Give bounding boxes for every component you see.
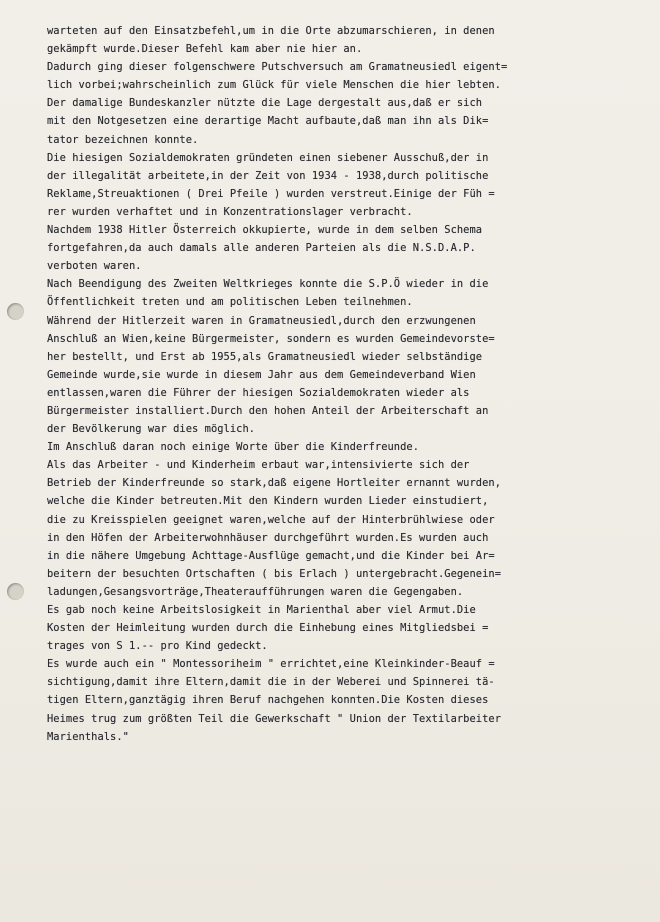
punch-hole-top [7, 303, 24, 320]
text-line: in den Höfen der Arbeiterwohnhäuser durchgeführt wurden.Es wurden auch [47, 531, 489, 544]
text-line: Nach Beendigung des Zweiten Weltkrieges konnte die S.P.Ö wieder in die [47, 278, 489, 291]
text-line: Nachdem 1938 Hitler Österreich okkupierte, wurde in dem selben Schema [47, 224, 483, 237]
text-line: fortgefahren,da auch damals alle anderen Parteien als die N.S.D.A.P. [47, 242, 476, 255]
text-line: Als das Arbeiter - und Kinderheim erbaut war,intensivierte sich der [47, 459, 470, 472]
text-line: gekämpft wurde.Dieser Befehl kam aber nie hier an. [47, 43, 363, 56]
text-line: Bürgermeister installiert.Durch den hohen Anteil der Arbeiterschaft an [47, 404, 489, 417]
text-line: tator bezeichnen konnte. [47, 133, 199, 146]
text-line: Gemeinde wurde,sie wurde in diesem Jahr aus dem Gemeindeverband Wien [47, 368, 476, 381]
text-line: Die hiesigen Sozialdemokraten gründeten einen siebener Ausschuß,der in [47, 151, 489, 164]
text-line: lich vorbei;wahrscheinlich zum Glück für viele Menschen die hier lebten. [47, 79, 502, 92]
text-line: Während der Hitlerzeit waren in Gramatneusiedl,durch den erzwungenen [47, 314, 476, 327]
text-line: entlassen,waren die Führer der hiesigen Sozialdemokraten wieder als [47, 386, 470, 399]
text-line: in die nähere Umgebung Achttage-Ausflüge gemacht,und die Kinder bei Ar= [47, 549, 495, 562]
text-line: Der damalige Bundeskanzler nützte die Lage dergestalt aus,daß er sich [47, 97, 483, 110]
text-line: Heimes trug zum größten Teil die Gewerkschaft " Union der Textilarbeiter [47, 712, 502, 725]
text-line: Öffentlichkeit treten und am politischen Leben teilnehmen. [47, 296, 413, 309]
text-line: Es gab noch keine Arbeitslosigkeit in Marienthal aber viel Armut.Die [47, 604, 476, 616]
text-line: verboten waren. [47, 260, 142, 273]
text-line: Marienthals." [47, 730, 129, 743]
text-line: sichtigung,damit ihre Eltern,damit die in der Weberei und Spinnerei tä- [47, 676, 495, 689]
text-line: Dadurch ging dieser folgenschwere Putschversuch am Gramatneusiedl eigent= [47, 61, 508, 74]
text-line: rer wurden verhaftet und in Konzentrationslager verbracht. [47, 205, 413, 218]
text-line: welche die Kinder betreuten.Mit den Kindern wurden Lieder einstudiert, [47, 495, 489, 508]
text-line: beitern der besuchten Ortschaften ( bis Erlach ) untergebracht.Gegenein= [47, 567, 502, 580]
text-line: her bestellt, und Erst ab 1955,als Gramatneusiedl wieder selbständige [47, 350, 483, 363]
text-line: Betrieb der Kinderfreunde so stark,daß eigene Hortleiter ernannt wurden, [47, 477, 502, 490]
punch-hole-bottom [7, 583, 24, 600]
text-line: die zu Kreisspielen geeignet waren,welche auf der Hinterbrühlwiese oder [47, 513, 495, 526]
text-line: mit den Notgesetzen eine derartige Macht aufbaute,daß man ihn als Dik= [47, 115, 489, 128]
text-line: trages von S 1.-- pro Kind gedeckt. [47, 640, 268, 653]
text-line: tigen Eltern,ganztägig ihren Beruf nachgehen konnten.Die Kosten dieses [47, 694, 489, 707]
text-line: der Bevölkerung war dies möglich. [47, 423, 256, 436]
text-line: Kosten der Heimleitung wurden durch die Einhebung eines Mitgliedsbei = [47, 622, 489, 635]
text-line: Im Anschluß daran noch einige Worte über die Kinderfreunde. [47, 441, 420, 454]
text-line: warteten auf den Einsatzbefehl,um in die Orte abzumarschieren, in denen [47, 25, 495, 37]
text-line: ladungen,Gesangsvorträge,Theateraufführungen waren die Gegengaben. [47, 585, 464, 598]
text-line: Reklame,Streuaktionen ( Drei Pfeile ) wurden verstreut.Einige der Füh = [47, 187, 495, 200]
text-line: Es wurde auch ein " Montessoriheim " errichtet,eine Kleinkinder-Beauf = [47, 658, 495, 671]
text-line: der illegalität arbeitete,in der Zeit von 1934 - 1938,durch politische [47, 169, 489, 182]
document-body [47, 22, 637, 746]
text-line: Anschluß an Wien,keine Bürgermeister, sondern es wurden Gemeindevorste= [47, 332, 495, 345]
